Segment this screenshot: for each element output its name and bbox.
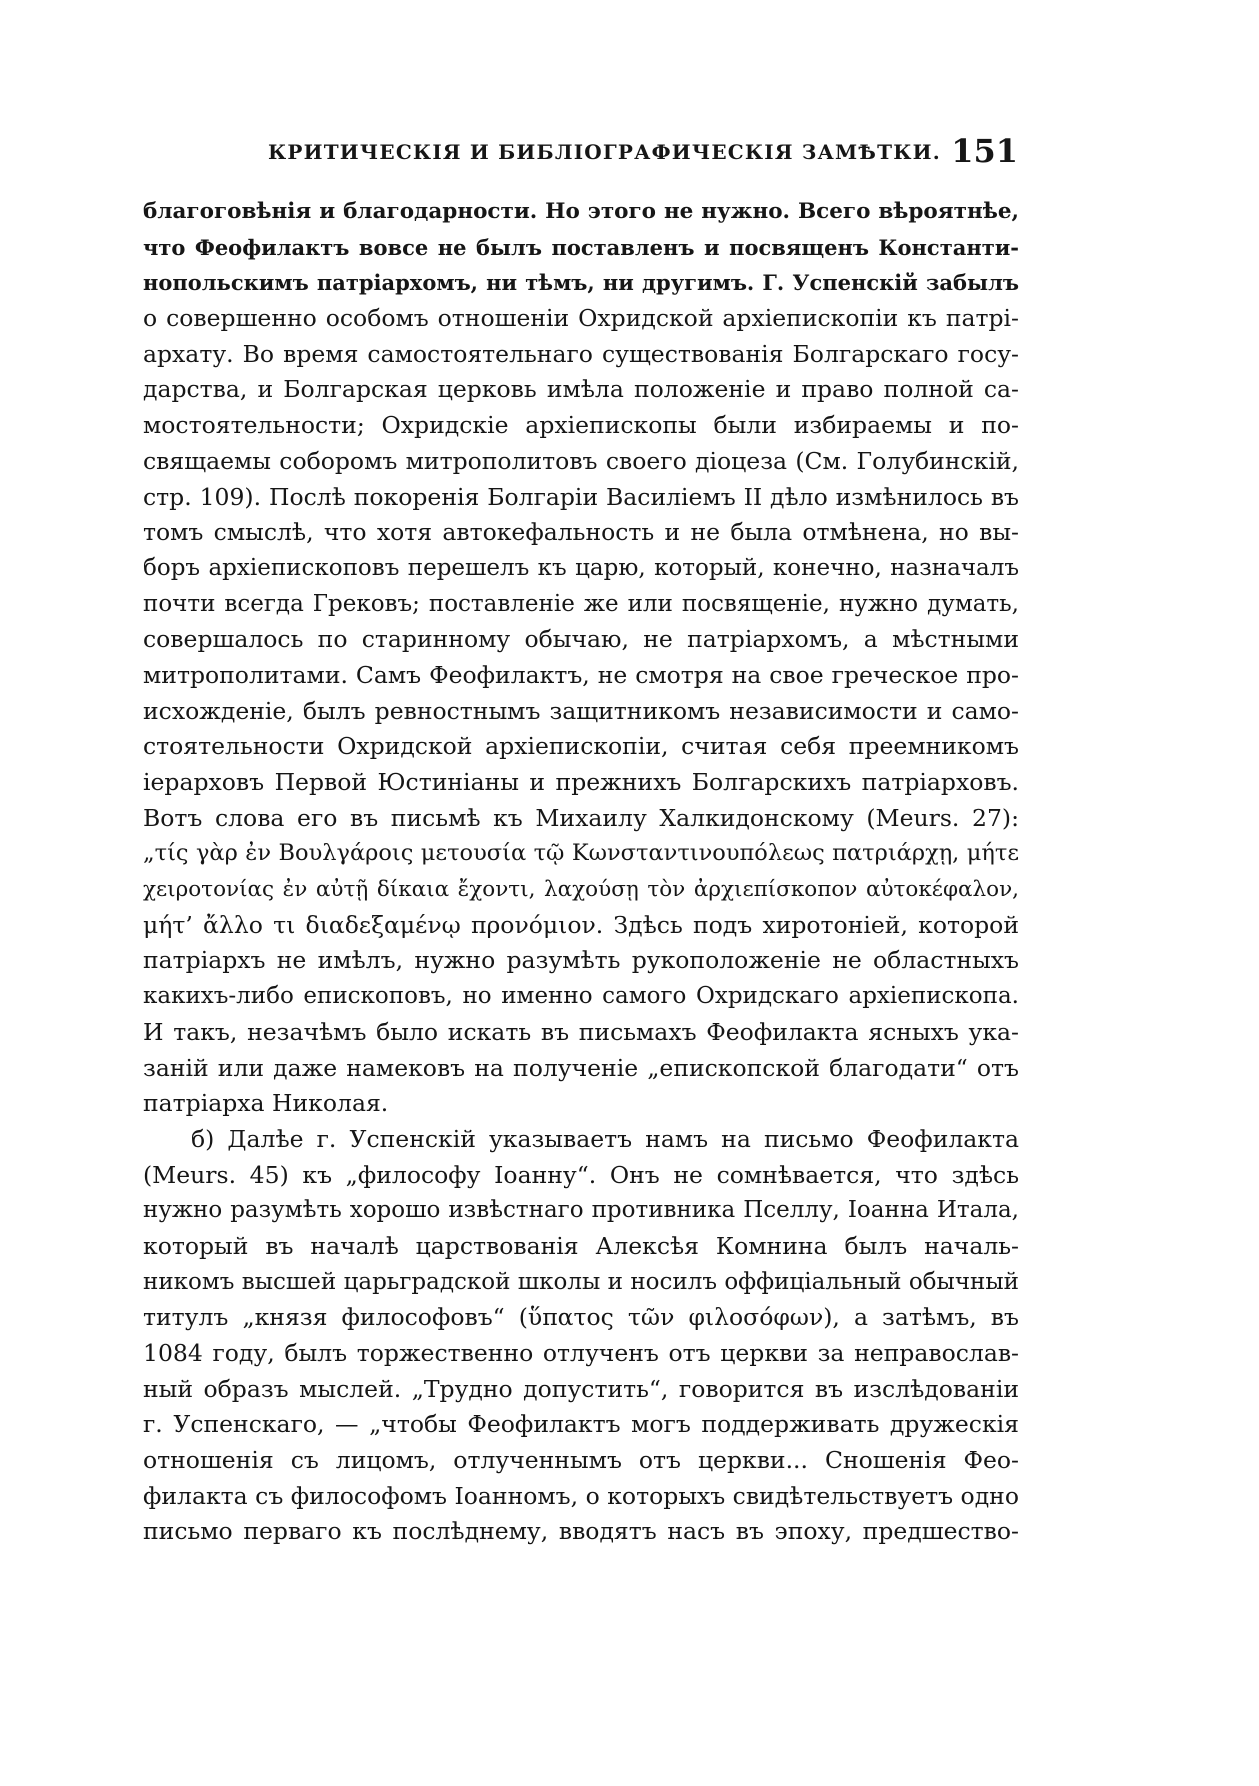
text-line: И такъ, незачѣмъ было искать въ письмахъ Феофилакта ясныхъ ука- [143,1017,1019,1046]
text-line: благоговѣнія и благодарности. Но этого не нужно. Всего вѣроятнѣе, [143,199,1019,224]
text-line: филакта съ философомъ Іоанномъ, о которыхъ свидѣтельствуетъ одно [143,1481,1019,1510]
text-line: боръ архіепископовъ перешелъ къ царю, который, конечно, назначалъ [143,554,1019,581]
page-number: 151 [951,132,1018,170]
text-line: о совершенно особомъ отношеніи Охридской архіепископіи къ патрі- [143,304,1019,333]
text-line: отношенія съ лицомъ, отлученнымъ отъ церкви... Сношенія Фео- [143,1446,1019,1475]
text-line: μήτ’ ἄλλο τι διαδεξαμένῳ προνόμιον. Здѣсь подъ хиротоніей, которой [143,910,1019,939]
text-line: письмо перваго къ послѣднему, вводятъ насъ въ эпоху, предшество- [143,1517,1019,1546]
text-line: нужно разумѣть хорошо извѣстнаго противника Пселлу, Іоанна Итала, [143,1197,1019,1224]
text-line: „τίς γὰρ ἐν Βουλγάροις μετουσία τῷ Κωνσταντινουπόλεως πατριάρχῃ, μήτε [143,840,1019,867]
text-line: никомъ высшей царьградской школы и носилъ оффиціальный обычный [143,1268,1019,1295]
text-line: мостоятельности; Охридскіе архіепископы были избираемы и по- [143,411,1019,440]
text-line: б) Далѣе г. Успенскій указываетъ намъ на письмо Феофилакта [191,1124,1019,1153]
text-line: 1084 году, былъ торжественно отлученъ отъ церкви за неправослав- [143,1339,1019,1367]
text-line: титулъ „князя философовъ“ (ὕπατος τῶν φιλοσόφων), а затѣмъ, въ [143,1303,1019,1332]
text-line: что Феофилактъ вовсе не былъ поставленъ и посвященъ Константи- [143,234,1019,260]
text-line: χειροτονίας ἐν αὐτῇ δίκαια ἔχοντι, λαχούσῃ τὸν ἀρχιεπίσκοπον αὐτοκέφαλον, [143,877,1019,903]
text-line: Вотъ слова его въ письмѣ къ Михаилу Халкидонскому (Meurs. 27): [143,803,1019,832]
text-line: нопольскимъ патріархомъ, ни тѣмъ, ни другимъ. Г. Успенскій забылъ [143,270,1019,296]
text-line: заній или даже намековъ на полученіе „епископской благодати“ отъ [143,1053,1019,1082]
text-line: патріарха Николая. [143,1089,389,1118]
text-line: архату. Во время самостоятельнаго существованія Болгарскаго госу- [143,339,1019,368]
text-line: стоятельности Охридской архіепископіи, считая себя преемникомъ [143,732,1019,761]
text-line: ный образъ мыслей. „Трудно допустить“, говорится въ изслѣдованіи [143,1374,1019,1403]
text-line: патріархъ не имѣлъ, нужно разумѣть рукоположеніе не областныхъ [143,946,1019,975]
text-line: митрополитами. Самъ Феофилактъ, не смотря на свое греческое про- [143,660,1019,689]
body-text [143,194,1019,1550]
text-line: стр. 109). Послѣ покоренія Болгаріи Василіемъ II дѣло измѣнилось въ [143,482,1019,511]
text-line: какихъ-либо епископовъ, но именно самого Охридскаго архіепископа. [143,983,1019,1010]
text-line: іерарховъ Первой Юстиніаны и прежнихъ Болгарскихъ патріарховъ. [143,768,1019,796]
text-line: г. Успенскаго, — „чтобы Феофилактъ могъ поддерживать дружескія [143,1410,1019,1439]
text-line: дарства, и Болгарская церковь имѣла положеніе и право полной са- [143,375,1019,404]
text-line: свящаемы соборомъ митрополитовъ своего діоцеза (См. Голубинскій, [143,446,1019,475]
text-line: почти всегда Грековъ; поставленіе же или посвященіе, нужно думать, [143,590,1019,617]
text-line: (Meurs. 45) къ „философу Іоанну“. Онъ не сомнѣвается, что здѣсь [143,1160,1019,1189]
text-line: томъ смыслѣ, что хотя автокефальность и не была отмѣнена, но вы- [143,518,1019,547]
text-line: исхожденіе, былъ ревностнымъ защитникомъ независимости и само- [143,696,1019,725]
text-line: совершалось по старинному обычаю, не патріархомъ, а мѣстными [143,625,1019,654]
text-line: который въ началѣ царствованія Алексѣя Комнина былъ началь- [143,1231,1019,1260]
page-header [148,132,1018,176]
running-title: КРИТИЧЕСКІЯ И БИБЛІОГРАФИЧЕСКІЯ ЗАМѢТКИ. [268,140,941,164]
